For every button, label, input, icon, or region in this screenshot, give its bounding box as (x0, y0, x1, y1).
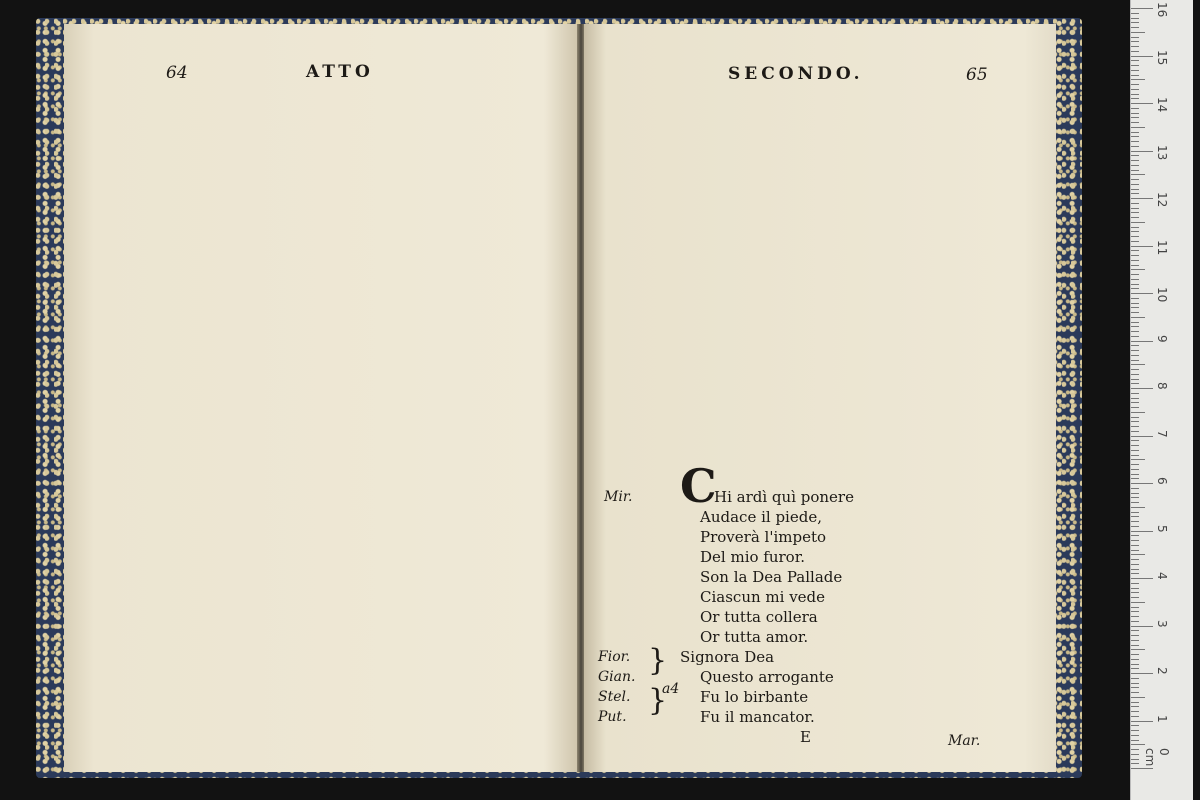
ruler-tick (1131, 412, 1145, 413)
ruler-tick (1131, 668, 1139, 669)
ruler-tick (1131, 208, 1139, 209)
running-header: SECONDO. (728, 64, 864, 84)
ruler-tick (1131, 41, 1139, 42)
ruler-tick (1131, 440, 1139, 441)
ruler-tick (1131, 312, 1139, 313)
ruler-tick (1131, 493, 1139, 494)
ruler-tick (1131, 702, 1139, 703)
ruler-tick (1131, 497, 1139, 498)
ruler-tick (1131, 407, 1139, 408)
ruler-tick (1131, 151, 1153, 152)
ruler-tick (1131, 132, 1139, 133)
ruler-tick (1131, 735, 1139, 736)
ruler-tick (1131, 578, 1153, 579)
ruler-tick (1131, 383, 1139, 384)
ruler-tick (1131, 697, 1145, 698)
ruler-tick (1131, 146, 1139, 147)
ruler-tick (1131, 474, 1139, 475)
verse-line: Del mio furor. (700, 548, 805, 566)
ruler-tick (1131, 141, 1139, 142)
ruler-tick (1131, 94, 1139, 95)
ruler-tick (1131, 65, 1139, 66)
ruler-tick (1131, 512, 1139, 513)
ruler-tick (1131, 374, 1139, 375)
ruler-tick (1131, 122, 1139, 123)
ruler-tick (1131, 692, 1139, 693)
ruler-tick (1131, 198, 1153, 199)
ruler-tick (1131, 569, 1139, 570)
ruler-tick (1131, 170, 1139, 171)
ruler-tick (1131, 516, 1139, 517)
ruler-tick (1131, 51, 1139, 52)
ruler-tick (1131, 75, 1139, 76)
ruler-tick (1131, 687, 1139, 688)
ruler-tick (1131, 630, 1139, 631)
chorus-mark: a4 (662, 681, 680, 697)
ruler-tick (1131, 18, 1139, 19)
ruler-tick (1131, 531, 1153, 532)
ruler-tick (1131, 350, 1139, 351)
ruler-tick (1131, 583, 1139, 584)
ruler-number: 11 (1155, 239, 1169, 255)
ruler-tick (1131, 355, 1139, 356)
verse-line: Hi ardì quì ponere (714, 488, 854, 506)
verse-line: Signora Dea (680, 648, 775, 666)
ruler-tick (1131, 293, 1153, 294)
ruler-tick (1131, 255, 1139, 256)
ruler-tick (1131, 341, 1153, 342)
ruler-number: 8 (1155, 382, 1169, 390)
verse-line: Proverà l'impeto (700, 528, 827, 546)
verse-line: Ciascun mi vede (700, 588, 826, 606)
ruler-tick (1131, 184, 1139, 185)
ruler-tick (1131, 673, 1153, 674)
ruler-number: 6 (1155, 477, 1169, 485)
ruler-tick (1131, 483, 1153, 484)
ruler-tick (1131, 431, 1139, 432)
ruler-tick (1131, 364, 1145, 365)
ruler-number: 5 (1155, 524, 1169, 533)
ruler-number: 16 (1155, 2, 1169, 18)
ruler-tick (1131, 279, 1139, 280)
ruler-tick (1131, 402, 1139, 403)
ruler-tick (1131, 113, 1139, 114)
ruler-tick (1131, 298, 1139, 299)
ruler-tick (1131, 322, 1139, 323)
ruler-tick (1131, 160, 1139, 161)
ruler-tick (1131, 521, 1139, 522)
ruler-tick (1131, 60, 1139, 61)
ruler-number: 1 (1155, 714, 1169, 723)
ruler-tick (1131, 179, 1139, 180)
ruler-number: 2 (1155, 667, 1169, 675)
ruler-tick (1131, 507, 1145, 508)
ruler-tick (1131, 27, 1139, 28)
ruler-tick (1131, 545, 1139, 546)
ruler-tick (1131, 307, 1139, 308)
ruler-tick (1131, 607, 1139, 608)
ruler-tick (1131, 79, 1145, 80)
ruler-tick (1131, 721, 1153, 722)
ruler-tick (1131, 564, 1139, 565)
ruler-tick (1131, 554, 1145, 555)
ruler-unit: 0 cm (1143, 748, 1171, 767)
ruler-tick (1131, 725, 1139, 726)
ruler-tick (1131, 56, 1153, 57)
ruler-number: 12 (1155, 192, 1169, 208)
ruler-tick (1131, 740, 1139, 741)
ruler-tick (1131, 193, 1139, 194)
verse-line: Fu lo birbante (700, 688, 809, 706)
ruler-tick (1131, 635, 1139, 636)
page-number: 65 (966, 65, 988, 85)
ruler-tick (1131, 37, 1139, 38)
ruler-tick (1131, 640, 1139, 641)
ruler-tick (1131, 379, 1139, 380)
ruler-tick (1131, 246, 1153, 247)
ruler-number: 14 (1155, 97, 1169, 113)
ruler-tick (1131, 217, 1139, 218)
speaker-label: Gian. (598, 669, 636, 685)
ruler-tick (1131, 8, 1153, 9)
ruler-tick (1131, 360, 1139, 361)
ruler-tick (1131, 659, 1139, 660)
verse-line: Audace il piede, (700, 508, 822, 526)
ruler-tick (1131, 70, 1139, 71)
ruler-tick (1131, 284, 1139, 285)
ruler-tick (1131, 540, 1139, 541)
ruler-tick (1131, 265, 1139, 266)
ruler-number: 13 (1155, 144, 1169, 160)
ruler-tick (1131, 398, 1139, 399)
catchword: Mar. (948, 733, 981, 749)
ruler-tick (1131, 445, 1139, 446)
ruler-tick (1131, 464, 1139, 465)
ruler-tick (1131, 108, 1139, 109)
ruler-tick (1131, 749, 1139, 750)
ruler-tick (1131, 763, 1139, 764)
ruler-tick (1131, 84, 1139, 85)
ruler-tick (1131, 260, 1139, 261)
ruler-tick (1131, 32, 1145, 33)
verse-line: Or tutta amor. (700, 628, 809, 646)
ruler-tick (1131, 455, 1139, 456)
ruler-tick (1131, 331, 1139, 332)
ruler-tick (1131, 573, 1139, 574)
ruler-tick (1131, 716, 1139, 717)
ruler-tick (1131, 393, 1139, 394)
verse-line: Questo arrogante (700, 668, 834, 686)
speaker-label: Stel. (598, 689, 631, 705)
drop-cap: C (680, 459, 717, 513)
ruler-tick (1131, 436, 1153, 437)
ruler-tick (1131, 46, 1139, 47)
ruler-tick (1131, 317, 1145, 318)
ruler-tick (1131, 288, 1139, 289)
left-page (64, 24, 578, 772)
ruler-tick (1131, 155, 1139, 156)
measuring-ruler (1130, 0, 1193, 800)
ruler-tick (1131, 22, 1139, 23)
ruler-tick (1131, 616, 1139, 617)
ruler-tick (1131, 165, 1139, 166)
ruler-number: 3 (1155, 619, 1169, 628)
ruler-tick (1131, 588, 1139, 589)
ruler-tick (1131, 478, 1139, 479)
ruler-tick (1131, 274, 1139, 275)
ruler-tick (1131, 89, 1139, 90)
ruler-tick (1131, 550, 1139, 551)
ruler-number: 7 (1155, 429, 1169, 438)
ruler-tick (1131, 645, 1139, 646)
ruler-tick (1131, 269, 1145, 270)
ruler-tick (1131, 421, 1139, 422)
ruler-tick (1131, 711, 1139, 712)
ruler-tick (1131, 678, 1139, 679)
speaker-label: Put. (598, 709, 627, 725)
ruler-tick (1131, 303, 1139, 304)
ruler-tick (1131, 345, 1139, 346)
ruler-number: 10 (1155, 287, 1169, 303)
verse-line: Fu il mancator. (700, 708, 815, 726)
ruler-tick (1131, 98, 1139, 99)
ruler-tick (1131, 326, 1139, 327)
ruler-tick (1131, 189, 1139, 190)
speaker-label: Fior. (598, 649, 631, 665)
ruler-number: 9 (1155, 334, 1169, 343)
ruler-tick (1131, 117, 1139, 118)
verse-line: Son la Dea Pallade (700, 568, 843, 586)
ruler-tick (1131, 602, 1145, 603)
ruler-tick (1131, 136, 1139, 137)
ruler-tick (1131, 744, 1145, 745)
ruler-tick (1131, 227, 1139, 228)
ruler-tick (1131, 626, 1153, 627)
ruler-tick (1131, 174, 1145, 175)
ruler-tick (1131, 459, 1145, 460)
ruler-tick (1131, 559, 1139, 560)
ruler-tick (1131, 535, 1139, 536)
speaker-label: Mir. (604, 489, 633, 505)
verse-line: Or tutta collera (700, 608, 818, 626)
right-page (584, 24, 1056, 772)
ruler-tick (1131, 236, 1139, 237)
page-number: 64 (166, 63, 188, 83)
ruler-number: 15 (1155, 49, 1169, 65)
ruler-tick (1131, 127, 1145, 128)
ruler-tick (1131, 654, 1139, 655)
ruler-number: 4 (1155, 572, 1169, 580)
running-header: ATTO (306, 62, 374, 82)
ruler-tick (1131, 664, 1139, 665)
ruler-tick (1131, 336, 1139, 337)
ruler-tick (1131, 450, 1139, 451)
ruler-tick (1131, 649, 1145, 650)
ruler-tick (1131, 469, 1139, 470)
ruler-tick (1131, 13, 1139, 14)
ruler-tick (1131, 212, 1139, 213)
signature-mark: E (800, 728, 811, 746)
ruler-tick (1131, 730, 1139, 731)
ruler-tick (1131, 426, 1139, 427)
ruler-tick (1131, 241, 1139, 242)
ruler-tick (1131, 250, 1139, 251)
ruler-tick (1131, 754, 1139, 755)
ruler-tick (1131, 759, 1139, 760)
ruler-tick (1131, 103, 1153, 104)
ruler-tick (1131, 231, 1139, 232)
ensemble-brace: } (648, 643, 668, 678)
ruler-tick (1131, 203, 1139, 204)
ruler-tick (1131, 502, 1139, 503)
ruler-tick (1131, 611, 1139, 612)
ruler-tick (1131, 683, 1139, 684)
ruler-tick (1131, 488, 1139, 489)
ruler-tick (1131, 417, 1139, 418)
ruler-tick (1131, 597, 1139, 598)
ruler-tick (1131, 621, 1139, 622)
ruler-tick (1131, 388, 1153, 389)
ruler-tick (1131, 592, 1139, 593)
ruler-tick (1131, 526, 1139, 527)
ensemble-brace: } (648, 683, 668, 718)
ruler-tick (1131, 222, 1145, 223)
ruler-tick (1131, 768, 1153, 769)
ruler-tick (1131, 706, 1139, 707)
ruler-tick (1131, 369, 1139, 370)
